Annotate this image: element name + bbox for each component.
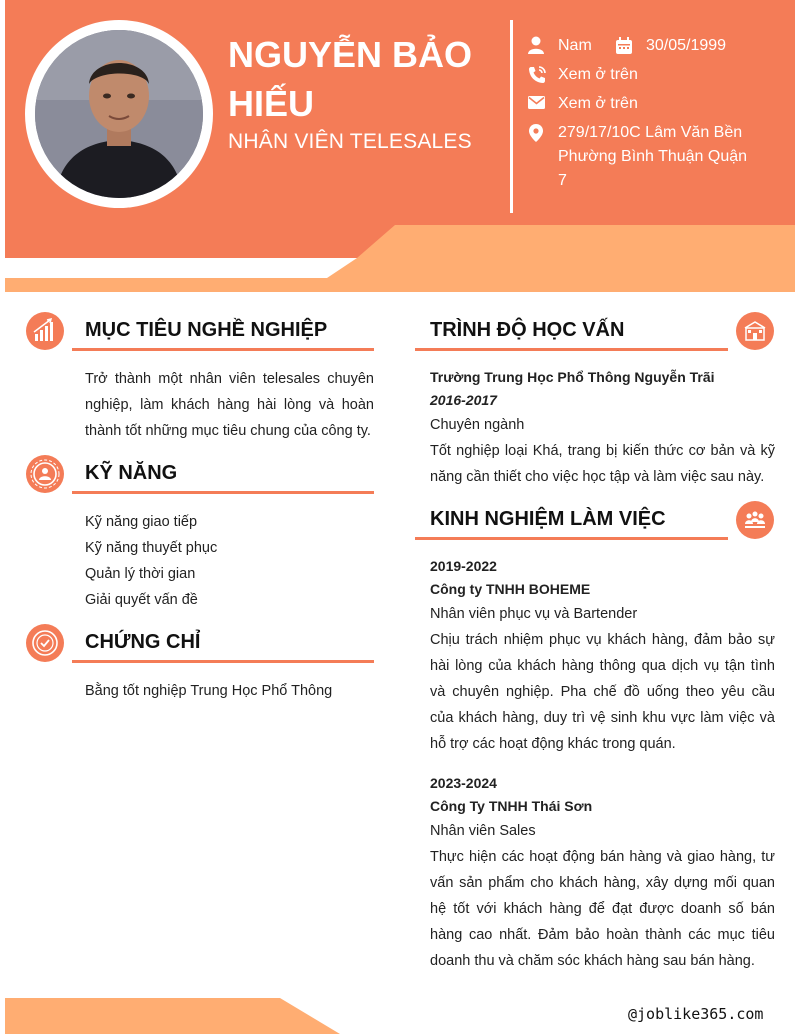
address-value: 279/17/10C Lâm Văn Bền Phường Bình Thuận Quận 7 xyxy=(558,124,748,189)
job-description: Chịu trách nhiệm phục vụ khách hàng, đảm bảo sự hài lòng của khách hàng thông qua dịch vụ tận tình và chuyên nghiệp. Pha chế đồ uống theo yêu cầu của khách hàng, duy trì vệ sinh khu vực làm việc và hỗ trợ các hoạt động khác trong quán. xyxy=(430,632,775,752)
education-underline xyxy=(415,348,728,351)
email-icon xyxy=(528,96,545,109)
certificate-item: Bằng tốt nghiệp Trung Học Phổ Thông xyxy=(85,683,333,699)
certificates-title: CHỨNG CHỈ xyxy=(85,631,201,653)
education-years: 2016-2017 xyxy=(430,392,497,408)
skills-underline xyxy=(72,491,374,494)
email-value: Xem ở trên xyxy=(558,95,638,112)
header-divider xyxy=(510,20,513,213)
candidate-job-title: NHÂN VIÊN TELESALES xyxy=(228,130,472,153)
job-company: Công ty TNHH BOHEME xyxy=(430,581,591,597)
location-icon xyxy=(529,124,543,142)
job-description: Thực hiện các hoạt động bán hàng và giao hàng, tư vấn sản phẩm cho khách hàng, xây dựng mối quan hệ tốt với khách hàng để đạt được doanh số bán hàng cao nhất. Đảm bảo hoàn thành các mục tiêu doanh thu và chăm sóc khách hàng sau bán hàng. xyxy=(430,849,775,969)
job-years: 2023-2024 xyxy=(430,775,497,791)
school-icon xyxy=(736,312,774,350)
education-description: Tốt nghiệp loại Khá, trang bị kiến thức cơ bản và kỹ năng cần thiết cho việc học tập và làm việc sau này. xyxy=(430,443,775,485)
skill-item: Kỹ năng thuyết phục xyxy=(85,540,218,556)
objective-text: Trở thành một nhân viên telesales chuyên nghiệp, làm khách hàng hài lòng và hoàn thành tốt những mục tiêu chung của công ty. xyxy=(85,371,374,439)
skill-item: Giải quyết vấn đề xyxy=(85,592,198,608)
job-company: Công Ty TNHH Thái Sơn xyxy=(430,798,593,814)
avatar xyxy=(25,20,213,208)
objective-title: MỤC TIÊU NGHỀ NGHIỆP xyxy=(85,319,328,341)
experience-underline xyxy=(415,537,728,540)
education-school: Trường Trung Học Phổ Thông Nguyễn Trãi xyxy=(430,369,715,385)
team-icon xyxy=(736,501,774,539)
calendar-icon xyxy=(616,37,632,54)
profile-photo xyxy=(35,30,203,198)
skills-badge-icon xyxy=(26,455,64,493)
objective-underline xyxy=(72,348,374,351)
job-position: Nhân viên Sales xyxy=(430,823,536,839)
phone-icon xyxy=(528,66,546,84)
experience-title: KINH NGHIỆM LÀM VIỆC xyxy=(430,508,666,530)
candidate-name: NGUYỄN BẢO HIẾU xyxy=(228,34,473,124)
footer-decoration xyxy=(5,998,345,1034)
certificate-icon xyxy=(26,624,64,662)
birthday-value: 30/05/1999 xyxy=(646,37,727,54)
certificates-underline xyxy=(72,660,374,663)
skill-item: Quản lý thời gian xyxy=(85,566,196,582)
education-title: TRÌNH ĐỘ HỌC VẤN xyxy=(430,319,625,341)
job-position: Nhân viên phục vụ và Bartender xyxy=(430,606,638,622)
chart-growth-icon xyxy=(26,312,64,350)
phone-value: Xem ở trên xyxy=(558,66,638,83)
job-years: 2019-2022 xyxy=(430,558,497,574)
skills-title: KỸ NĂNG xyxy=(85,462,178,484)
education-major: Chuyên ngành xyxy=(430,417,525,433)
gender-value: Nam xyxy=(558,37,592,54)
user-icon xyxy=(528,36,544,54)
watermark: @joblike365.com xyxy=(628,1005,764,1023)
skill-item: Kỹ năng giao tiếp xyxy=(85,514,198,530)
